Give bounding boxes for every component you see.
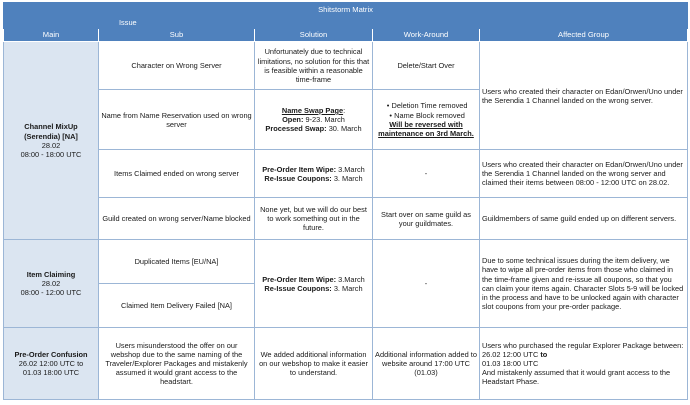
wipe-value: 3.March — [336, 274, 365, 284]
affected-line: And mistakenly assumed that it would grant access to the Headstart Phase. — [482, 368, 671, 387]
affected-line: Users who purchased the regular Explorer Package between: — [482, 340, 684, 350]
reissue-value: 3. March — [331, 283, 363, 293]
affected-date-from: 26.02 12:00 UTC — [482, 349, 539, 359]
header-workaround: Work-Around — [373, 29, 480, 42]
affected-cell: Guildmembers of same guild ended up on different servers. — [480, 198, 688, 240]
sub-cell: Character on Wrong Server — [99, 42, 255, 90]
processed-swap-label: Processed Swap: — [265, 124, 327, 134]
sub-cell: Items Claimed ended on wrong server — [99, 150, 255, 198]
sub-cell: Duplicated Items [EU/NA] — [99, 240, 255, 284]
main-date: 28.02 — [41, 279, 61, 289]
sub-cell: Users misunderstood the offer on our webshop due to the same naming of the Traveler/Explorer Packages and mistakenly assumed it would grant access to the headstart. — [99, 328, 255, 400]
main-time: 01.03 18:00 UTC — [22, 368, 80, 378]
reissue-label: Re-Issue Coupons: — [264, 283, 332, 293]
wipe-label: Pre-Order Item Wipe: — [262, 274, 337, 284]
affected-cell — [480, 328, 688, 400]
affected-cell: Due to some technical issues during the item delivery, we have to wipe all pre-order items from those who claimed in the time-frame given and re-issue all coupons, so that you can claim your items again. Character Slots 5-9 will be locked in the process and have to be unlocked again with character slot coupons from your pre-order package. — [480, 240, 688, 328]
solution-cell — [255, 90, 373, 150]
issue-spacer — [255, 17, 688, 29]
name-swap-page-label: Name Swap Page — [281, 105, 344, 115]
main-preorder-confusion — [4, 328, 99, 400]
main-channel-mixup — [4, 42, 99, 240]
header-solution: Solution — [255, 29, 373, 42]
sub-cell: Name from Name Reservation used on wrong server — [99, 90, 255, 150]
affected-cell: Users who created their character on Edan/Orwen/Uno under the Serendia 1 Channel landed on the wrong server and claimed their items between 08:00 - 12:00 UTC on 28.02. — [480, 150, 688, 198]
table-row — [4, 328, 688, 400]
solution-cell — [255, 240, 373, 328]
bullet-text: Deletion Time removed — [391, 101, 468, 111]
solution-cell: Unfortunately due to technical limitations, no solution for this that is feasible within a reasonable time-frame — [255, 42, 373, 90]
affected-to: to — [538, 349, 548, 359]
reissue-label: Re-Issue Coupons: — [264, 173, 332, 183]
shitstorm-matrix-table — [3, 2, 688, 400]
reversed-note: Will be reversed with maintenance on 3rd March. — [378, 119, 474, 138]
affected-date-to: 01.03 18:00 UTC — [482, 359, 539, 369]
table-row — [4, 150, 688, 198]
wipe-value: 3.March — [336, 164, 365, 174]
table-row — [4, 42, 688, 90]
workaround-cell: Start over on same guild as your guildmates. — [373, 198, 480, 240]
table-row — [4, 198, 688, 240]
main-time: 08:00 - 12:00 UTC — [20, 288, 82, 298]
solution-cell: We added additional information on our webshop to make it easier to understand. — [255, 328, 373, 400]
main-title: Pre-Order Confusion — [14, 349, 88, 359]
issue-label: Issue — [4, 17, 255, 29]
sub-cell: Guild created on wrong server/Name blocked — [99, 198, 255, 240]
colon: : — [343, 105, 346, 115]
header-affected: Affected Group — [480, 29, 688, 42]
solution-cell: None yet, but we will do our best to work something out in the future. — [255, 198, 373, 240]
open-label: Open: — [282, 115, 304, 125]
workaround-cell: Additional information added to website around 17:00 UTC (01.03) — [373, 328, 480, 400]
workaround-cell: - — [373, 150, 480, 198]
sub-cell: Claimed Item Delivery Failed [NA] — [99, 284, 255, 328]
processed-swap-value: 30. March — [326, 124, 362, 134]
main-date: 28.02 — [41, 140, 61, 150]
bullet-icon: • — [386, 101, 390, 111]
workaround-cell: Delete/Start Over — [373, 42, 480, 90]
main-title: Channel MixUp (Serendia) [NA] — [24, 122, 78, 141]
table-title: Shitstorm Matrix — [4, 3, 688, 17]
open-value: 9-23. March — [303, 115, 345, 125]
workaround-cell: - — [373, 240, 480, 328]
reissue-value: 3. March — [331, 173, 363, 183]
main-title: Item Claiming — [26, 269, 76, 279]
main-item-claiming — [4, 240, 99, 328]
bullet-text: Name Block removed — [394, 110, 465, 120]
main-time: 08:00 - 18:00 UTC — [20, 149, 82, 159]
table-row — [4, 240, 688, 284]
solution-cell — [255, 150, 373, 198]
wipe-label: Pre-Order Item Wipe: — [262, 164, 337, 174]
workaround-cell — [373, 90, 480, 150]
main-date: 26.02 12:00 UTC to — [18, 359, 84, 369]
bullet-icon: • — [389, 110, 392, 120]
header-main: Main — [4, 29, 99, 42]
affected-cell: Users who created their character on Edan/Orwen/Uno under the Serendia 1 Channel landed on the wrong server. — [480, 42, 688, 150]
header-sub: Sub — [99, 29, 255, 42]
